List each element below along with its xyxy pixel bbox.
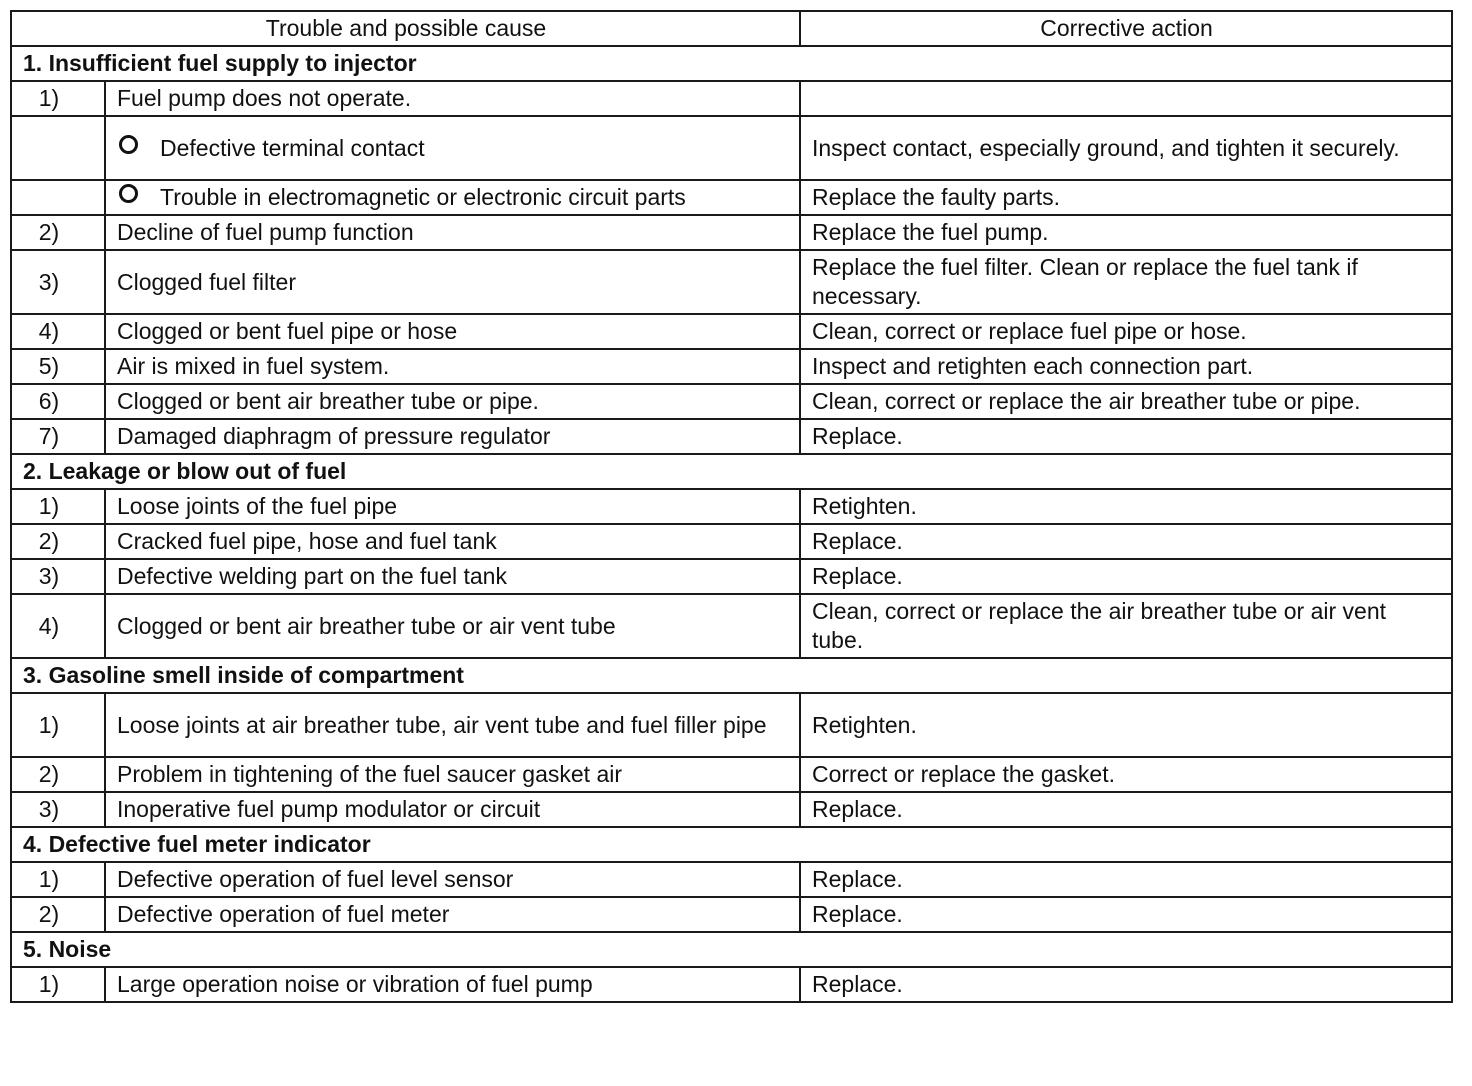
table-row xyxy=(11,215,1452,250)
troubleshooting-table xyxy=(10,10,1453,1003)
cause-text: Defective terminal contact xyxy=(160,134,425,161)
row-number: 1) xyxy=(11,693,105,757)
section-title: 4. Defective fuel meter indicator xyxy=(11,827,1452,862)
cause-cell: Defective operation of fuel level sensor xyxy=(105,862,800,897)
cause-cell: Clogged or bent fuel pipe or hose xyxy=(105,314,800,349)
table-row xyxy=(11,792,1452,827)
section-header-row xyxy=(11,46,1452,81)
section-title: 5. Noise xyxy=(11,932,1452,967)
table-row xyxy=(11,693,1452,757)
table-body xyxy=(11,46,1452,1002)
circle-bullet-icon xyxy=(119,184,138,203)
table-row xyxy=(11,967,1452,1002)
table-row xyxy=(11,594,1452,658)
action-cell: Replace. xyxy=(800,792,1452,827)
cause-text: Trouble in electromagnetic or electronic circuit parts xyxy=(160,184,686,210)
action-cell: Retighten. xyxy=(800,489,1452,524)
row-number: 2) xyxy=(11,524,105,559)
table-row xyxy=(11,419,1452,454)
cause-cell: Clogged or bent air breather tube or air vent tube xyxy=(105,594,800,658)
section-title: 1. Insufficient fuel supply to injector xyxy=(11,46,1452,81)
row-number: 1) xyxy=(11,967,105,1002)
cause-cell: Clogged or bent air breather tube or pipe. xyxy=(105,384,800,419)
row-number: 4) xyxy=(11,594,105,658)
section-header-row xyxy=(11,932,1452,967)
cause-cell: Damaged diaphragm of pressure regulator xyxy=(105,419,800,454)
section-header-row xyxy=(11,827,1452,862)
cause-cell xyxy=(105,116,800,180)
cause-cell: Cracked fuel pipe, hose and fuel tank xyxy=(105,524,800,559)
action-cell: Replace. xyxy=(800,862,1452,897)
cause-cell: Air is mixed in fuel system. xyxy=(105,349,800,384)
cause-cell: Defective welding part on the fuel tank xyxy=(105,559,800,594)
cause-cell: Loose joints at air breather tube, air vent tube and fuel filler pipe xyxy=(105,693,800,757)
cause-cell: Inoperative fuel pump modulator or circuit xyxy=(105,792,800,827)
action-cell: Replace the faulty parts. xyxy=(800,180,1452,215)
action-cell: Clean, correct or replace the air breather tube or air vent tube. xyxy=(800,594,1452,658)
action-cell: Clean, correct or replace fuel pipe or hose. xyxy=(800,314,1452,349)
row-number: 3) xyxy=(11,792,105,827)
cause-cell: Large operation noise or vibration of fuel pump xyxy=(105,967,800,1002)
table-row xyxy=(11,559,1452,594)
row-number: 5) xyxy=(11,349,105,384)
table-row xyxy=(11,897,1452,932)
table-row xyxy=(11,862,1452,897)
cause-cell: Defective operation of fuel meter xyxy=(105,897,800,932)
section-title: 3. Gasoline smell inside of compartment xyxy=(11,658,1452,693)
action-cell: Replace. xyxy=(800,524,1452,559)
table-row xyxy=(11,757,1452,792)
row-number: 2) xyxy=(11,897,105,932)
row-number: 3) xyxy=(11,559,105,594)
table-row xyxy=(11,384,1452,419)
table-row xyxy=(11,524,1452,559)
row-number: 2) xyxy=(11,757,105,792)
table-row xyxy=(11,314,1452,349)
action-cell: Inspect and retighten each connection part. xyxy=(800,349,1452,384)
header-cause: Trouble and possible cause xyxy=(11,11,800,46)
section-title: 2. Leakage or blow out of fuel xyxy=(11,454,1452,489)
table-header-row xyxy=(11,11,1452,46)
action-cell xyxy=(800,81,1452,116)
row-number: 1) xyxy=(11,489,105,524)
action-cell: Replace. xyxy=(800,559,1452,594)
row-number: 3) xyxy=(11,250,105,314)
action-cell: Correct or replace the gasket. xyxy=(800,757,1452,792)
action-cell: Replace. xyxy=(800,967,1452,1002)
cause-cell: Problem in tightening of the fuel saucer gasket air xyxy=(105,757,800,792)
action-cell: Replace the fuel pump. xyxy=(800,215,1452,250)
row-number xyxy=(11,116,105,180)
row-number xyxy=(11,180,105,215)
table-row xyxy=(11,81,1452,116)
table-row xyxy=(11,489,1452,524)
action-cell: Replace. xyxy=(800,419,1452,454)
cause-cell: Fuel pump does not operate. xyxy=(105,81,800,116)
action-cell: Clean, correct or replace the air breather tube or pipe. xyxy=(800,384,1452,419)
section-header-row xyxy=(11,658,1452,693)
action-cell: Inspect contact, especially ground, and tighten it securely. xyxy=(800,116,1452,180)
cause-cell: Clogged fuel filter xyxy=(105,250,800,314)
action-cell: Retighten. xyxy=(800,693,1452,757)
row-number: 4) xyxy=(11,314,105,349)
row-number: 7) xyxy=(11,419,105,454)
header-action: Corrective action xyxy=(800,11,1452,46)
table-row xyxy=(11,349,1452,384)
cause-cell: Decline of fuel pump function xyxy=(105,215,800,250)
action-cell: Replace the fuel filter. Clean or replace the fuel tank if necessary. xyxy=(800,250,1452,314)
troubleshooting-document xyxy=(10,10,1451,1003)
action-cell: Replace. xyxy=(800,897,1452,932)
row-number: 1) xyxy=(11,862,105,897)
table-row xyxy=(11,116,1452,180)
row-number: 6) xyxy=(11,384,105,419)
cause-cell xyxy=(105,180,800,215)
row-number: 1) xyxy=(11,81,105,116)
cause-cell: Loose joints of the fuel pipe xyxy=(105,489,800,524)
section-header-row xyxy=(11,454,1452,489)
circle-bullet-icon xyxy=(119,135,138,154)
row-number: 2) xyxy=(11,215,105,250)
table-row xyxy=(11,250,1452,314)
table-row xyxy=(11,180,1452,215)
